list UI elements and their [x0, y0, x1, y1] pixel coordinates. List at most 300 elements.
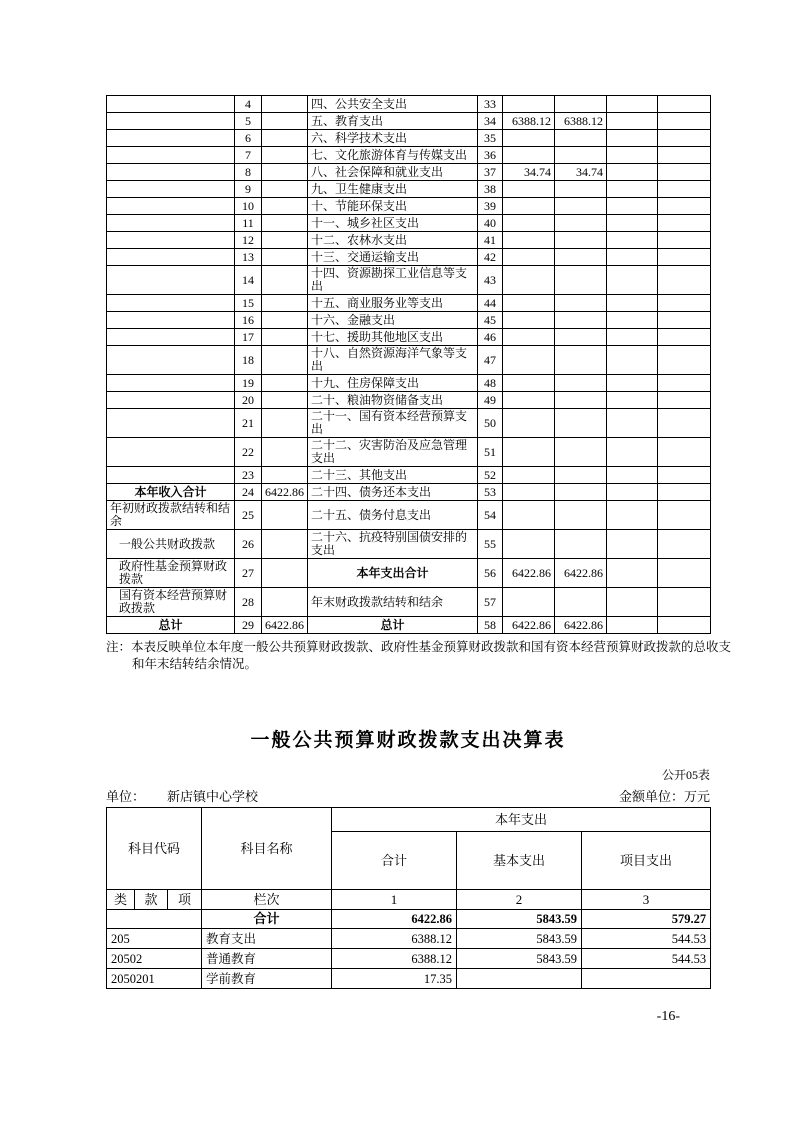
left-row-number: 10	[235, 198, 262, 215]
left-amount	[262, 198, 308, 215]
left-amount	[262, 346, 308, 375]
right-item-label: 四、公共安全支出	[308, 96, 478, 113]
header-basic-expenditure: 基本支出	[457, 832, 582, 890]
left-item-label: 本年收入合计	[107, 484, 235, 501]
left-amount	[262, 559, 308, 588]
left-amount	[262, 329, 308, 346]
right-item-label: 八、社会保障和就业支出	[308, 164, 478, 181]
left-amount	[262, 467, 308, 484]
left-amount	[262, 130, 308, 147]
summary-row-26	[107, 530, 711, 559]
right-amount-gov-fund	[607, 484, 658, 501]
total-row-project: 579.27	[582, 910, 711, 929]
summary-row-17	[107, 329, 711, 346]
right-row-number: 38	[478, 181, 503, 198]
right-amount-state-capital	[658, 346, 711, 375]
left-item-label	[107, 232, 235, 249]
summary-row-14	[107, 266, 711, 295]
left-amount	[262, 249, 308, 266]
left-amount	[262, 164, 308, 181]
right-amount-total	[503, 266, 555, 295]
amount-project	[582, 969, 711, 989]
left-row-number: 22	[235, 438, 262, 467]
right-amount-general-budget: 6422.86	[555, 559, 607, 588]
left-row-number: 20	[235, 392, 262, 409]
left-amount	[262, 295, 308, 312]
right-amount-general-budget	[555, 96, 607, 113]
left-amount: 6422.86	[262, 484, 308, 501]
unit-label: 单位：	[106, 789, 146, 804]
right-amount-state-capital	[658, 375, 711, 392]
right-item-label: 六、科学技术支出	[308, 130, 478, 147]
right-amount-state-capital	[658, 147, 711, 164]
right-amount-general-budget	[555, 438, 607, 467]
right-item-label: 二十三、其他支出	[308, 467, 478, 484]
right-item-label: 年末财政拨款结转和结余	[308, 588, 478, 617]
right-item-label: 十八、自然资源海洋气象等支出	[308, 346, 478, 375]
header-col-2: 2	[457, 890, 582, 910]
right-amount-general-budget	[555, 295, 607, 312]
header-kuan: 款	[135, 890, 168, 910]
right-amount-total	[503, 467, 555, 484]
left-row-number: 11	[235, 215, 262, 232]
right-row-number: 41	[478, 232, 503, 249]
right-item-label: 二十、粮油物资储备支出	[308, 392, 478, 409]
left-amount	[262, 113, 308, 130]
left-item-label	[107, 164, 235, 181]
left-amount	[262, 312, 308, 329]
left-row-number: 16	[235, 312, 262, 329]
right-row-number: 36	[478, 147, 503, 164]
left-amount	[262, 588, 308, 617]
right-amount-total	[503, 392, 555, 409]
summary-row-16	[107, 312, 711, 329]
total-row-code-blank	[107, 910, 202, 929]
left-item-label: 年初财政拨款结转和结余	[107, 501, 235, 530]
right-amount-gov-fund	[607, 249, 658, 266]
right-row-number: 53	[478, 484, 503, 501]
right-amount-state-capital	[658, 617, 711, 634]
total-row-label: 合计	[202, 910, 332, 929]
right-amount-general-budget	[555, 530, 607, 559]
left-amount	[262, 181, 308, 198]
left-item-label: 政府性基金预算财政拨款	[107, 559, 235, 588]
right-row-number: 56	[478, 559, 503, 588]
left-row-number: 24	[235, 484, 262, 501]
right-row-number: 52	[478, 467, 503, 484]
left-row-number: 29	[235, 617, 262, 634]
left-item-label	[107, 113, 235, 130]
right-row-number: 58	[478, 617, 503, 634]
header-column-index: 栏次	[202, 890, 332, 910]
subject-name: 教育支出	[202, 929, 332, 949]
right-row-number: 33	[478, 96, 503, 113]
left-row-number: 17	[235, 329, 262, 346]
right-amount-state-capital	[658, 232, 711, 249]
right-amount-total	[503, 181, 555, 198]
right-amount-general-budget	[555, 409, 607, 438]
right-amount-general-budget	[555, 484, 607, 501]
left-row-number: 15	[235, 295, 262, 312]
left-row-number: 23	[235, 467, 262, 484]
header-class: 类	[107, 890, 135, 910]
right-item-label: 十四、资源勘探工业信息等支出	[308, 266, 478, 295]
header-col-1: 1	[332, 890, 457, 910]
right-row-number: 37	[478, 164, 503, 181]
left-item-label	[107, 198, 235, 215]
summary-row-25	[107, 501, 711, 530]
right-amount-total	[503, 295, 555, 312]
right-amount-gov-fund	[607, 181, 658, 198]
right-amount-total	[503, 375, 555, 392]
right-amount-gov-fund	[607, 266, 658, 295]
right-amount-state-capital	[658, 588, 711, 617]
left-item-label	[107, 96, 235, 113]
total-row-total: 6422.86	[332, 910, 457, 929]
right-amount-general-budget	[555, 215, 607, 232]
left-item-label	[107, 409, 235, 438]
summary-row-19	[107, 375, 711, 392]
left-item-label	[107, 346, 235, 375]
right-amount-total	[503, 249, 555, 266]
right-amount-gov-fund	[607, 392, 658, 409]
right-amount-gov-fund	[607, 215, 658, 232]
right-amount-gov-fund	[607, 147, 658, 164]
left-amount	[262, 530, 308, 559]
right-amount-total	[503, 346, 555, 375]
summary-row-6	[107, 130, 711, 147]
left-row-number: 21	[235, 409, 262, 438]
right-row-number: 57	[478, 588, 503, 617]
expenditure-row-2050201	[107, 969, 711, 989]
right-item-label: 二十一、国有资本经营预算支出	[308, 409, 478, 438]
right-amount-general-budget	[555, 392, 607, 409]
left-amount	[262, 409, 308, 438]
right-amount-gov-fund	[607, 501, 658, 530]
left-amount	[262, 266, 308, 295]
left-row-number: 8	[235, 164, 262, 181]
amount-project: 544.53	[582, 949, 711, 969]
right-amount-general-budget	[555, 266, 607, 295]
expenditure-row-20502	[107, 949, 711, 969]
left-item-label	[107, 392, 235, 409]
amount-total: 6388.12	[332, 949, 457, 969]
unit-name: 新店镇中心学校	[167, 789, 259, 804]
right-item-label: 五、教育支出	[308, 113, 478, 130]
right-amount-state-capital	[658, 215, 711, 232]
header-subject-name: 科目名称	[202, 808, 332, 890]
right-row-number: 49	[478, 392, 503, 409]
right-amount-state-capital	[658, 559, 711, 588]
right-item-label: 二十六、抗疫特别国债安排的支出	[308, 530, 478, 559]
right-amount-gov-fund	[607, 113, 658, 130]
right-amount-state-capital	[658, 438, 711, 467]
right-item-label: 十二、农林水支出	[308, 232, 478, 249]
right-amount-state-capital	[658, 249, 711, 266]
left-amount	[262, 438, 308, 467]
right-amount-state-capital	[658, 329, 711, 346]
document-page	[106, 95, 732, 1025]
right-amount-total	[503, 484, 555, 501]
right-amount-general-budget	[555, 312, 607, 329]
right-row-number: 44	[478, 295, 503, 312]
amount-basic: 5843.59	[457, 929, 582, 949]
right-row-number: 47	[478, 346, 503, 375]
subject-code: 205	[107, 929, 202, 949]
right-amount-state-capital	[658, 392, 711, 409]
summary-row-29	[107, 617, 711, 634]
right-item-label: 二十二、灾害防治及应急管理支出	[308, 438, 478, 467]
right-amount-total: 6422.86	[503, 617, 555, 634]
summary-row-5	[107, 113, 711, 130]
right-amount-state-capital	[658, 130, 711, 147]
right-amount-general-budget	[555, 130, 607, 147]
right-amount-gov-fund	[607, 198, 658, 215]
right-amount-state-capital	[658, 164, 711, 181]
right-item-label: 总计	[308, 617, 478, 634]
right-amount-total	[503, 438, 555, 467]
right-row-number: 35	[478, 130, 503, 147]
header-col-3: 3	[582, 890, 711, 910]
right-amount-total: 6388.12	[503, 113, 555, 130]
summary-row-24	[107, 484, 711, 501]
right-item-label: 七、文化旅游体育与传媒支出	[308, 147, 478, 164]
section-title: 一般公共预算财政拨款支出决算表	[250, 730, 566, 751]
amount-project: 544.53	[582, 929, 711, 949]
right-row-number: 50	[478, 409, 503, 438]
left-amount	[262, 392, 308, 409]
left-item-label	[107, 312, 235, 329]
header-row-1	[107, 808, 711, 832]
header-xiang: 项	[168, 890, 202, 910]
summary-row-15	[107, 295, 711, 312]
table-note: 注：本表反映单位本年度一般公共预算财政拨款、政府性基金预算财政拨款和国有资本经营预算财政拨款的总收支和年末结转结余情况。	[106, 640, 732, 671]
right-amount-general-budget	[555, 501, 607, 530]
right-row-number: 54	[478, 501, 503, 530]
summary-row-23	[107, 467, 711, 484]
right-amount-gov-fund	[607, 329, 658, 346]
right-amount-gov-fund	[607, 375, 658, 392]
summary-row-4	[107, 96, 711, 113]
right-amount-general-budget: 6388.12	[555, 113, 607, 130]
left-row-number: 12	[235, 232, 262, 249]
right-row-number: 55	[478, 530, 503, 559]
right-amount-gov-fund	[607, 559, 658, 588]
header-subject-code: 科目代码	[107, 808, 202, 890]
left-row-number: 14	[235, 266, 262, 295]
amount-total: 17.35	[332, 969, 457, 989]
right-amount-total	[503, 147, 555, 164]
right-amount-gov-fund	[607, 438, 658, 467]
left-row-number: 5	[235, 113, 262, 130]
left-item-label	[107, 130, 235, 147]
summary-row-8	[107, 164, 711, 181]
right-amount-state-capital	[658, 312, 711, 329]
right-amount-general-budget	[555, 467, 607, 484]
summary-row-11	[107, 215, 711, 232]
right-item-label: 十六、金融支出	[308, 312, 478, 329]
left-item-label	[107, 467, 235, 484]
left-item-label: 一般公共财政拨款	[107, 530, 235, 559]
summary-row-9	[107, 181, 711, 198]
right-amount-state-capital	[658, 467, 711, 484]
left-item-label: 国有资本经营预算财政拨款	[107, 588, 235, 617]
right-amount-total	[503, 198, 555, 215]
right-amount-state-capital	[658, 96, 711, 113]
right-item-label: 本年支出合计	[308, 559, 478, 588]
right-amount-total: 6422.86	[503, 559, 555, 588]
summary-row-7	[107, 147, 711, 164]
amount-basic: 5843.59	[457, 949, 582, 969]
summary-row-13	[107, 249, 711, 266]
right-amount-state-capital	[658, 113, 711, 130]
left-item-label	[107, 375, 235, 392]
summary-row-28	[107, 588, 711, 617]
right-amount-total	[503, 96, 555, 113]
right-row-number: 40	[478, 215, 503, 232]
right-amount-general-budget	[555, 249, 607, 266]
right-item-label: 十、节能环保支出	[308, 198, 478, 215]
right-amount-state-capital	[658, 484, 711, 501]
right-item-label: 十一、城乡社区支出	[308, 215, 478, 232]
left-item-label	[107, 329, 235, 346]
right-item-label: 十九、住房保障支出	[308, 375, 478, 392]
right-amount-gov-fund	[607, 409, 658, 438]
header-project-expenditure: 项目支出	[582, 832, 711, 890]
right-amount-total	[503, 312, 555, 329]
right-amount-state-capital	[658, 295, 711, 312]
right-amount-gov-fund	[607, 295, 658, 312]
summary-row-10	[107, 198, 711, 215]
left-row-number: 25	[235, 501, 262, 530]
right-amount-total	[503, 409, 555, 438]
right-amount-general-budget	[555, 181, 607, 198]
left-amount	[262, 96, 308, 113]
left-item-label	[107, 147, 235, 164]
expenditure-table	[106, 807, 711, 989]
left-row-number: 4	[235, 96, 262, 113]
subject-name: 普通教育	[202, 949, 332, 969]
left-row-number: 26	[235, 530, 262, 559]
right-amount-general-budget: 6422.86	[555, 617, 607, 634]
right-amount-gov-fund	[607, 312, 658, 329]
right-amount-gov-fund	[607, 346, 658, 375]
right-amount-total	[503, 130, 555, 147]
right-item-label: 十七、援助其他地区支出	[308, 329, 478, 346]
right-amount-general-budget	[555, 147, 607, 164]
expenditure-total-row	[107, 910, 711, 929]
right-amount-general-budget	[555, 198, 607, 215]
right-item-label: 二十五、债务付息支出	[308, 501, 478, 530]
subject-code: 20502	[107, 949, 202, 969]
left-item-label	[107, 295, 235, 312]
right-amount-total	[503, 215, 555, 232]
right-amount-gov-fund	[607, 530, 658, 559]
right-amount-total	[503, 329, 555, 346]
right-item-label: 二十四、债务还本支出	[308, 484, 478, 501]
summary-row-18	[107, 346, 711, 375]
right-row-number: 46	[478, 329, 503, 346]
right-amount-gov-fund	[607, 130, 658, 147]
header-current-year-expenditure: 本年支出	[332, 808, 711, 832]
left-item-label	[107, 438, 235, 467]
summary-row-22	[107, 438, 711, 467]
right-row-number: 39	[478, 198, 503, 215]
right-amount-state-capital	[658, 181, 711, 198]
expenditure-row-205	[107, 929, 711, 949]
table-code-label: 公开05表	[661, 768, 710, 782]
right-amount-gov-fund	[607, 588, 658, 617]
right-amount-total	[503, 530, 555, 559]
right-amount-state-capital	[658, 198, 711, 215]
right-amount-general-budget	[555, 232, 607, 249]
right-amount-gov-fund	[607, 96, 658, 113]
amount-total: 6388.12	[332, 929, 457, 949]
amount-basic	[457, 969, 582, 989]
right-row-number: 45	[478, 312, 503, 329]
page-number: -16-	[656, 1009, 680, 1024]
right-row-number: 48	[478, 375, 503, 392]
table-meta-row	[106, 786, 710, 807]
left-item-label	[107, 215, 235, 232]
subject-code: 2050201	[107, 969, 202, 989]
left-item-label	[107, 266, 235, 295]
total-row-basic: 5843.59	[457, 910, 582, 929]
right-amount-general-budget	[555, 329, 607, 346]
fiscal-summary-table	[106, 95, 711, 634]
right-item-label: 十三、交通运输支出	[308, 249, 478, 266]
left-amount: 6422.86	[262, 617, 308, 634]
left-row-number: 13	[235, 249, 262, 266]
right-amount-total: 34.74	[503, 164, 555, 181]
right-row-number: 51	[478, 438, 503, 467]
left-item-label	[107, 181, 235, 198]
subject-name: 学前教育	[202, 969, 332, 989]
summary-row-12	[107, 232, 711, 249]
right-amount-state-capital	[658, 501, 711, 530]
right-amount-state-capital	[658, 409, 711, 438]
left-amount	[262, 215, 308, 232]
unit-field	[106, 786, 258, 805]
right-amount-total	[503, 232, 555, 249]
summary-row-20	[107, 392, 711, 409]
left-row-number: 28	[235, 588, 262, 617]
left-amount	[262, 147, 308, 164]
left-item-label	[107, 249, 235, 266]
left-amount	[262, 232, 308, 249]
left-amount	[262, 501, 308, 530]
amount-unit-label: 金额单位：万元	[618, 789, 710, 804]
right-amount-state-capital	[658, 266, 711, 295]
left-item-label: 总计	[107, 617, 235, 634]
right-amount-general-budget	[555, 375, 607, 392]
right-row-number: 42	[478, 249, 503, 266]
right-amount-gov-fund	[607, 232, 658, 249]
left-row-number: 27	[235, 559, 262, 588]
summary-row-21	[107, 409, 711, 438]
summary-row-27	[107, 559, 711, 588]
right-amount-gov-fund	[607, 467, 658, 484]
right-amount-general-budget: 34.74	[555, 164, 607, 181]
right-amount-general-budget	[555, 588, 607, 617]
right-item-label: 九、卫生健康支出	[308, 181, 478, 198]
left-row-number: 7	[235, 147, 262, 164]
header-total: 合计	[332, 832, 457, 890]
left-row-number: 6	[235, 130, 262, 147]
left-amount	[262, 375, 308, 392]
right-item-label: 十五、商业服务业等支出	[308, 295, 478, 312]
right-amount-total	[503, 501, 555, 530]
